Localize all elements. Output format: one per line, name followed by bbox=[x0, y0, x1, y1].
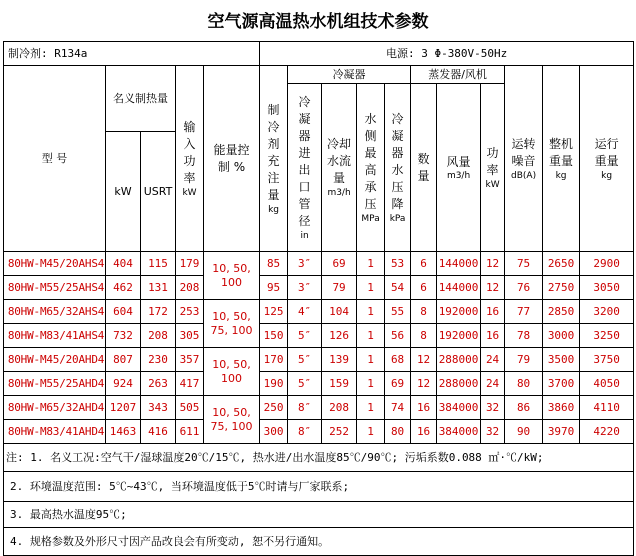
pressure-cell: 1 bbox=[357, 324, 385, 348]
capacity-line: 75, 100 bbox=[210, 419, 253, 433]
airflow-cell: 144000 bbox=[437, 252, 481, 276]
cond-drop-header bbox=[385, 84, 411, 252]
header-label-line: 剂 bbox=[267, 136, 280, 151]
header-label-line: 率 bbox=[486, 162, 499, 177]
header-label-line: 注 bbox=[267, 170, 280, 185]
fan-power-cell: 24 bbox=[481, 372, 505, 396]
header-label-line: 量 bbox=[417, 168, 430, 183]
header-label-line: 冷却 bbox=[327, 137, 352, 151]
model-cell: 80HW-M55/25AHS4 bbox=[4, 276, 106, 300]
input-power-header bbox=[176, 66, 204, 252]
airflow-cell: 288000 bbox=[437, 372, 481, 396]
capacity-control-cell bbox=[204, 252, 260, 300]
header-label-line: 承 bbox=[364, 179, 377, 194]
header-label-line: 制 bbox=[267, 102, 280, 117]
note-text: 2. 环境温度范围: 5℃~43℃, 当环境温度低于5℃时请与厂家联系; bbox=[4, 472, 634, 502]
evap-airflow-header bbox=[437, 84, 481, 252]
spec-sheet bbox=[3, 3, 633, 546]
capacity-control-header bbox=[204, 66, 260, 252]
kw-cell: 604 bbox=[106, 300, 141, 324]
header-label-line: 器 bbox=[391, 145, 404, 160]
unit-weight-cell: 2850 bbox=[543, 300, 580, 324]
capacity-control-cell bbox=[204, 300, 260, 348]
input-power-label bbox=[176, 119, 203, 187]
unit-weight-cell: 2750 bbox=[543, 276, 580, 300]
pipe-cell: 3″ bbox=[288, 276, 322, 300]
note-text: 3. 最高热水温度95℃; bbox=[4, 502, 634, 528]
charge-cell: 150 bbox=[260, 324, 288, 348]
pipe-cell: 8″ bbox=[288, 420, 322, 444]
condenser-header: 冷凝器 bbox=[288, 66, 411, 84]
model-cell: 80HW-M55/25AHD4 bbox=[4, 372, 106, 396]
drop-cell: 74 bbox=[385, 396, 411, 420]
operating-weight-cell: 4050 bbox=[580, 372, 634, 396]
charge-cell: 170 bbox=[260, 348, 288, 372]
drop-cell: 68 bbox=[385, 348, 411, 372]
data-rows bbox=[4, 252, 634, 444]
unit-weight-cell: 3970 bbox=[543, 420, 580, 444]
header-label-line: 冷 bbox=[298, 94, 311, 109]
capacity-control-cell bbox=[204, 396, 260, 444]
table-row bbox=[4, 420, 634, 444]
noise-cell: 80 bbox=[505, 372, 543, 396]
flow-cell: 69 bbox=[322, 252, 357, 276]
noise-cell: 75 bbox=[505, 252, 543, 276]
flow-cell: 104 bbox=[322, 300, 357, 324]
noise-header bbox=[505, 66, 543, 252]
drop-cell: 53 bbox=[385, 252, 411, 276]
operating-weight-cell: 4220 bbox=[580, 420, 634, 444]
header-row-1 bbox=[4, 66, 634, 84]
evap-airflow-unit: m3/h bbox=[446, 170, 471, 181]
capacity-control-label bbox=[204, 142, 259, 176]
header-label-line: 能量控 bbox=[213, 142, 250, 157]
input-power-cell: 611 bbox=[176, 420, 204, 444]
unit-weight-cell: 3000 bbox=[543, 324, 580, 348]
note-row bbox=[4, 502, 634, 528]
table-row bbox=[4, 300, 634, 324]
cond-flow-header bbox=[322, 84, 357, 252]
unit-weight-header bbox=[543, 66, 580, 252]
operating-weight-unit: kg bbox=[601, 170, 613, 181]
header-label-line: 重量 bbox=[549, 153, 574, 168]
header-label-line: 运转 bbox=[511, 136, 536, 151]
kw-cell: 924 bbox=[106, 372, 141, 396]
input-power-unit: kW bbox=[182, 187, 197, 198]
pipe-cell: 5″ bbox=[288, 324, 322, 348]
header-label-line: 数 bbox=[417, 151, 430, 166]
model-cell: 80HW-M45/20AHD4 bbox=[4, 348, 106, 372]
header-label-line: 冷 bbox=[391, 111, 404, 126]
fan-power-cell: 32 bbox=[481, 420, 505, 444]
airflow-cell: 192000 bbox=[437, 324, 481, 348]
noise-cell: 78 bbox=[505, 324, 543, 348]
operating-weight-cell: 3750 bbox=[580, 348, 634, 372]
fan-power-cell: 16 bbox=[481, 324, 505, 348]
pressure-cell: 1 bbox=[357, 300, 385, 324]
drop-cell: 55 bbox=[385, 300, 411, 324]
charge-cell: 190 bbox=[260, 372, 288, 396]
note-text: 4. 规格参数及外形尺寸因产品改良会有所变动, 恕不另行通知。 bbox=[4, 528, 634, 556]
unit-weight-cell: 3860 bbox=[543, 396, 580, 420]
evaporator-header: 蒸发器/风机 bbox=[411, 66, 505, 84]
unit-weight-cell: 3500 bbox=[543, 348, 580, 372]
usrt-cell: 115 bbox=[141, 252, 176, 276]
fan-count-cell: 16 bbox=[411, 396, 437, 420]
header-label-line: 冷 bbox=[267, 119, 280, 134]
input-power-cell: 253 bbox=[176, 300, 204, 324]
operating-weight-cell: 3250 bbox=[580, 324, 634, 348]
table-row bbox=[4, 396, 634, 420]
cond-pipe-label bbox=[288, 94, 321, 230]
usrt-cell: 131 bbox=[141, 276, 176, 300]
capacity-line: 10, 50, bbox=[212, 405, 251, 419]
charge-cell: 125 bbox=[260, 300, 288, 324]
header-label-line: 重量 bbox=[594, 153, 619, 168]
header-label-line: 降 bbox=[391, 196, 404, 211]
refrigerant-charge-header bbox=[260, 66, 288, 252]
fan-power-cell: 12 bbox=[481, 252, 505, 276]
airflow-cell: 384000 bbox=[437, 396, 481, 420]
note-row bbox=[4, 472, 634, 502]
header-label-line: 管 bbox=[298, 196, 311, 211]
kw-cell: 1207 bbox=[106, 396, 141, 420]
table-row bbox=[4, 252, 634, 276]
kw-cell: 462 bbox=[106, 276, 141, 300]
table-row bbox=[4, 348, 634, 372]
fan-power-cell: 12 bbox=[481, 276, 505, 300]
airflow-cell: 192000 bbox=[437, 300, 481, 324]
evap-count-header bbox=[411, 84, 437, 252]
flow-cell: 126 bbox=[322, 324, 357, 348]
notes bbox=[4, 444, 634, 556]
header-label-line: 凝 bbox=[298, 111, 311, 126]
usrt-cell: 343 bbox=[141, 396, 176, 420]
capacity-line: 100 bbox=[221, 275, 243, 289]
pressure-cell: 1 bbox=[357, 372, 385, 396]
evap-count-label bbox=[411, 151, 436, 185]
pipe-cell: 5″ bbox=[288, 372, 322, 396]
header-label-line: 出 bbox=[298, 162, 311, 177]
input-power-cell: 505 bbox=[176, 396, 204, 420]
refrigerant-charge-unit: kg bbox=[268, 204, 280, 215]
operating-weight-header bbox=[580, 66, 634, 252]
capacity-line: 10, 50, bbox=[212, 357, 251, 371]
refrigerant-charge-label bbox=[260, 102, 287, 204]
header-label-line: 最 bbox=[364, 145, 377, 160]
cond-pipe-unit: in bbox=[300, 230, 309, 241]
airflow-cell: 384000 bbox=[437, 420, 481, 444]
header-label-line: 量 bbox=[267, 187, 280, 202]
charge-cell: 95 bbox=[260, 276, 288, 300]
model-cell: 80HW-M65/32AHD4 bbox=[4, 396, 106, 420]
pressure-cell: 1 bbox=[357, 396, 385, 420]
pipe-cell: 5″ bbox=[288, 348, 322, 372]
capacity-line: 10, 50, bbox=[212, 309, 251, 323]
fan-count-cell: 8 bbox=[411, 300, 437, 324]
flow-cell: 208 bbox=[322, 396, 357, 420]
header-label-line: 水 bbox=[391, 162, 404, 177]
header-label-line: 压 bbox=[364, 196, 377, 211]
fan-count-cell: 6 bbox=[411, 276, 437, 300]
note-row bbox=[4, 444, 634, 472]
fan-count-cell: 12 bbox=[411, 372, 437, 396]
model-cell: 80HW-M65/32AHS4 bbox=[4, 300, 106, 324]
header-label-line: 凝 bbox=[391, 128, 404, 143]
header-label-line: 口 bbox=[298, 179, 311, 194]
unit-weight-label bbox=[543, 136, 579, 170]
header-label-line: 制 % bbox=[217, 159, 246, 174]
usrt-cell: 230 bbox=[141, 348, 176, 372]
header-label-line: 径 bbox=[298, 213, 311, 228]
header-label-line: 器 bbox=[298, 128, 311, 143]
pressure-cell: 1 bbox=[357, 252, 385, 276]
unit-weight-unit: kg bbox=[555, 170, 567, 181]
cond-drop-label bbox=[385, 111, 410, 213]
drop-cell: 56 bbox=[385, 324, 411, 348]
header-label-line: 高 bbox=[364, 162, 377, 177]
table-row bbox=[4, 276, 634, 300]
fan-power-cell: 32 bbox=[481, 396, 505, 420]
capacity-line: 10, 50, bbox=[212, 261, 251, 275]
noise-label bbox=[505, 136, 542, 170]
charge-cell: 250 bbox=[260, 396, 288, 420]
input-power-cell: 357 bbox=[176, 348, 204, 372]
model-header: 型 号 bbox=[4, 66, 106, 252]
usrt-header: USRT bbox=[141, 132, 176, 252]
kw-cell: 404 bbox=[106, 252, 141, 276]
input-power-cell: 179 bbox=[176, 252, 204, 276]
cond-drop-unit: kPa bbox=[389, 213, 406, 224]
pipe-cell: 4″ bbox=[288, 300, 322, 324]
unit-weight-cell: 3700 bbox=[543, 372, 580, 396]
pressure-cell: 1 bbox=[357, 420, 385, 444]
refrigerant-label: 制冷剂: R134a bbox=[4, 42, 260, 66]
drop-cell: 80 bbox=[385, 420, 411, 444]
cond-flow-unit: m3/h bbox=[327, 188, 351, 198]
header-label-line: 充 bbox=[267, 153, 280, 168]
model-cell: 80HW-M83/41AHS4 bbox=[4, 324, 106, 348]
cond-flow-label bbox=[322, 136, 356, 187]
header-label-line: 量 bbox=[333, 171, 346, 185]
kw-header: kW bbox=[106, 132, 141, 252]
fan-count-cell: 8 bbox=[411, 324, 437, 348]
input-power-cell: 305 bbox=[176, 324, 204, 348]
noise-cell: 90 bbox=[505, 420, 543, 444]
noise-cell: 77 bbox=[505, 300, 543, 324]
charge-cell: 300 bbox=[260, 420, 288, 444]
fan-power-cell: 24 bbox=[481, 348, 505, 372]
usrt-cell: 208 bbox=[141, 324, 176, 348]
cond-pressure-header bbox=[357, 84, 385, 252]
cond-pressure-label bbox=[357, 111, 384, 213]
flow-cell: 79 bbox=[322, 276, 357, 300]
noise-unit: dB(A) bbox=[511, 170, 537, 181]
header-label-line: 噪音 bbox=[511, 153, 536, 168]
fan-power-cell: 16 bbox=[481, 300, 505, 324]
airflow-cell: 144000 bbox=[437, 276, 481, 300]
header-label-line: 输 bbox=[183, 119, 196, 134]
pressure-cell: 1 bbox=[357, 348, 385, 372]
model-cell: 80HW-M83/41AHD4 bbox=[4, 420, 106, 444]
flow-cell: 252 bbox=[322, 420, 357, 444]
operating-weight-cell: 3200 bbox=[580, 300, 634, 324]
header-label-line: 入 bbox=[183, 136, 196, 151]
header-label-line: 功 bbox=[183, 153, 196, 168]
note-text: 注: 1. 名义工况:空气干/湿球温度20℃/15℃, 热水进/出水温度85℃/90℃; 污垢系数0.088 ㎡·℃/kW; bbox=[4, 444, 634, 472]
evap-power-unit: kW bbox=[485, 179, 500, 190]
flow-cell: 159 bbox=[322, 372, 357, 396]
header-label-line: 压 bbox=[391, 179, 404, 194]
usrt-cell: 416 bbox=[141, 420, 176, 444]
operating-weight-cell: 2900 bbox=[580, 252, 634, 276]
pipe-cell: 8″ bbox=[288, 396, 322, 420]
capacity-control-cell bbox=[204, 348, 260, 396]
note-row bbox=[4, 528, 634, 556]
header-label-line: 整机 bbox=[549, 136, 574, 151]
cond-pipe-header bbox=[288, 84, 322, 252]
airflow-cell: 288000 bbox=[437, 348, 481, 372]
info-row bbox=[4, 42, 634, 66]
noise-cell: 86 bbox=[505, 396, 543, 420]
kw-cell: 807 bbox=[106, 348, 141, 372]
model-cell: 80HW-M45/20AHS4 bbox=[4, 252, 106, 276]
operating-weight-cell: 4110 bbox=[580, 396, 634, 420]
evap-power-label bbox=[481, 145, 504, 179]
drop-cell: 54 bbox=[385, 276, 411, 300]
pipe-cell: 3″ bbox=[288, 252, 322, 276]
evap-power-header bbox=[481, 84, 505, 252]
fan-count-cell: 12 bbox=[411, 348, 437, 372]
table-row bbox=[4, 372, 634, 396]
kw-cell: 732 bbox=[106, 324, 141, 348]
evap-airflow-label: 风量 bbox=[446, 154, 471, 169]
pressure-cell: 1 bbox=[357, 276, 385, 300]
power-label: 电源: 3 Φ-380V-50Hz bbox=[260, 42, 634, 66]
header-label-line: 水流 bbox=[327, 154, 352, 168]
header-label-line: 运行 bbox=[594, 136, 619, 151]
kw-cell: 1463 bbox=[106, 420, 141, 444]
header-label-line: 水 bbox=[364, 111, 377, 126]
header-label-line: 功 bbox=[486, 145, 499, 160]
noise-cell: 76 bbox=[505, 276, 543, 300]
usrt-cell: 172 bbox=[141, 300, 176, 324]
nominal-heating-header: 名义制热量 bbox=[106, 66, 176, 132]
drop-cell: 69 bbox=[385, 372, 411, 396]
operating-weight-label bbox=[580, 136, 633, 170]
capacity-line: 100 bbox=[221, 371, 243, 385]
charge-cell: 85 bbox=[260, 252, 288, 276]
header-label-line: 率 bbox=[183, 170, 196, 185]
capacity-line: 75, 100 bbox=[210, 323, 253, 337]
flow-cell: 139 bbox=[322, 348, 357, 372]
header-label-line: 进 bbox=[298, 145, 311, 160]
usrt-cell: 263 bbox=[141, 372, 176, 396]
operating-weight-cell: 3050 bbox=[580, 276, 634, 300]
page-title: 空气源高温热水机组技术参数 bbox=[207, 12, 429, 32]
unit-weight-cell: 2650 bbox=[543, 252, 580, 276]
cond-pressure-unit: MPa bbox=[361, 213, 380, 224]
input-power-cell: 208 bbox=[176, 276, 204, 300]
noise-cell: 79 bbox=[505, 348, 543, 372]
spec-table bbox=[3, 41, 634, 556]
header-label-line: 侧 bbox=[364, 128, 377, 143]
input-power-cell: 417 bbox=[176, 372, 204, 396]
fan-count-cell: 6 bbox=[411, 252, 437, 276]
table-row bbox=[4, 324, 634, 348]
fan-count-cell: 16 bbox=[411, 420, 437, 444]
